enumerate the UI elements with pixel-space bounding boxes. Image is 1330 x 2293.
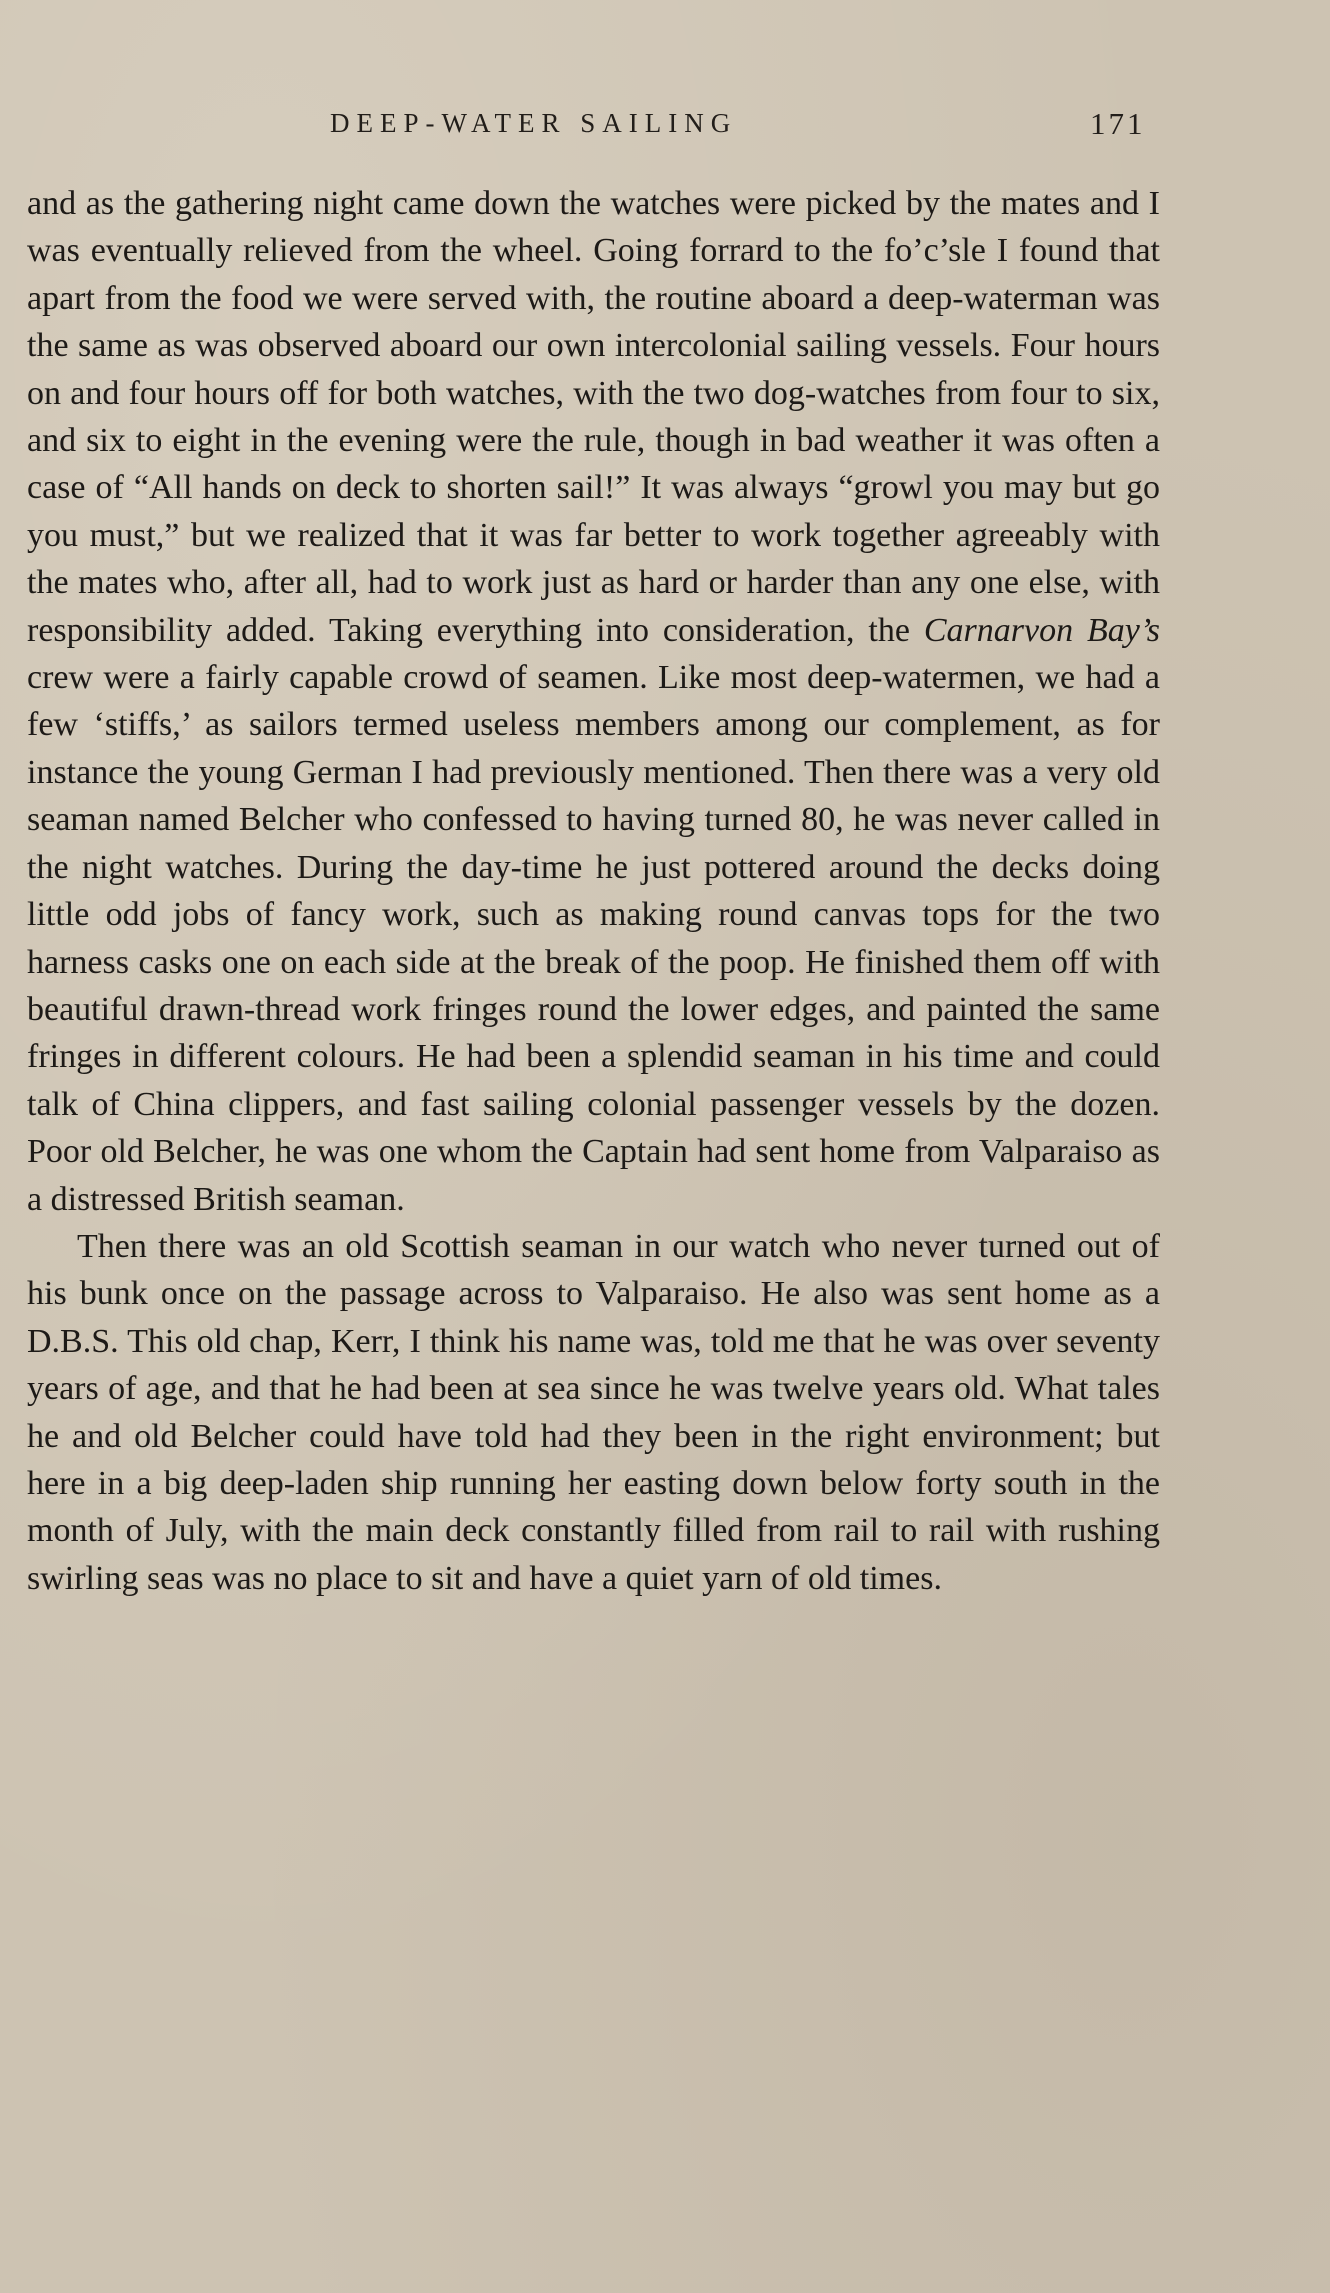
paragraph-2: Then there was an old Scottish seaman in our watch who never turned out of his bunk once on the passage across to Valparaiso. He also was sent home as a D.B.S. This old chap, Kerr, I think his name was, told me that he was over seventy years of age, and that he had been at sea since he was twelve years old. What tales he and old Belcher could have told had they been in the right environment; but here in a big deep-laden ship running her easting down below forty south in the month of July, with the main deck constantly filled from rail to rail with rushing swirling seas was no place to sit and have a quiet yarn of old times.: [27, 1227, 1160, 1597]
ship-name-italic: Carnarvon Bay’s: [923, 611, 1160, 649]
body-text: [27, 180, 1160, 1602]
running-title: DEEP-WATER SAILING: [330, 108, 738, 138]
paragraph-1-text-b: crew were a fairly capable crowd of seamen. Like most deep-watermen, we had a few ‘stiffs,’ as sailors termed useless members among our complement, as for instance the young German I had previously mentioned. Then there was a very old seaman named Belcher who confessed to having turned 80, he was never called in the night watches. During the day-time he just pottered around the decks doing little odd jobs of fancy work, such as making round canvas tops for the two harness casks one on each side at the break of the poop. He finished them off with beautiful drawn-thread work fringes round the lower edges, and painted the same fringes in different colours. He had been a splendid seaman in his time and could talk of China clippers, and fast sailing colonial passenger vessels by the dozen. Poor old Belcher, he was one whom the Captain had sent home from Valparaiso as a distressed British seaman.: [27, 659, 1160, 1218]
paragraph-1: [27, 180, 1160, 1223]
paragraph-1-text-a: and as the gathering night came down the watches were picked by the mates and I was eventually relieved from the wheel. Going forrard to the fo’c’sle I found that apart from the food we were served with, the routine aboard a deep-waterman was the same as was observed aboard our own intercolonial sailing vessels. Four hours on and four hours off for both watches, with the two dog-watches from four to six, and six to eight in the evening were the rule, though in bad weather it was often a case of “All hands on deck to shorten sail!” It was always “growl you may but go you must,” but we realized that it was far better to work together agreeably with the mates who, after all, had to work just as hard or harder than any one else, with responsibility added. Taking everything into consideration, the: [27, 185, 1160, 649]
page-number: 171: [1090, 106, 1146, 141]
running-head: [0, 108, 1330, 158]
